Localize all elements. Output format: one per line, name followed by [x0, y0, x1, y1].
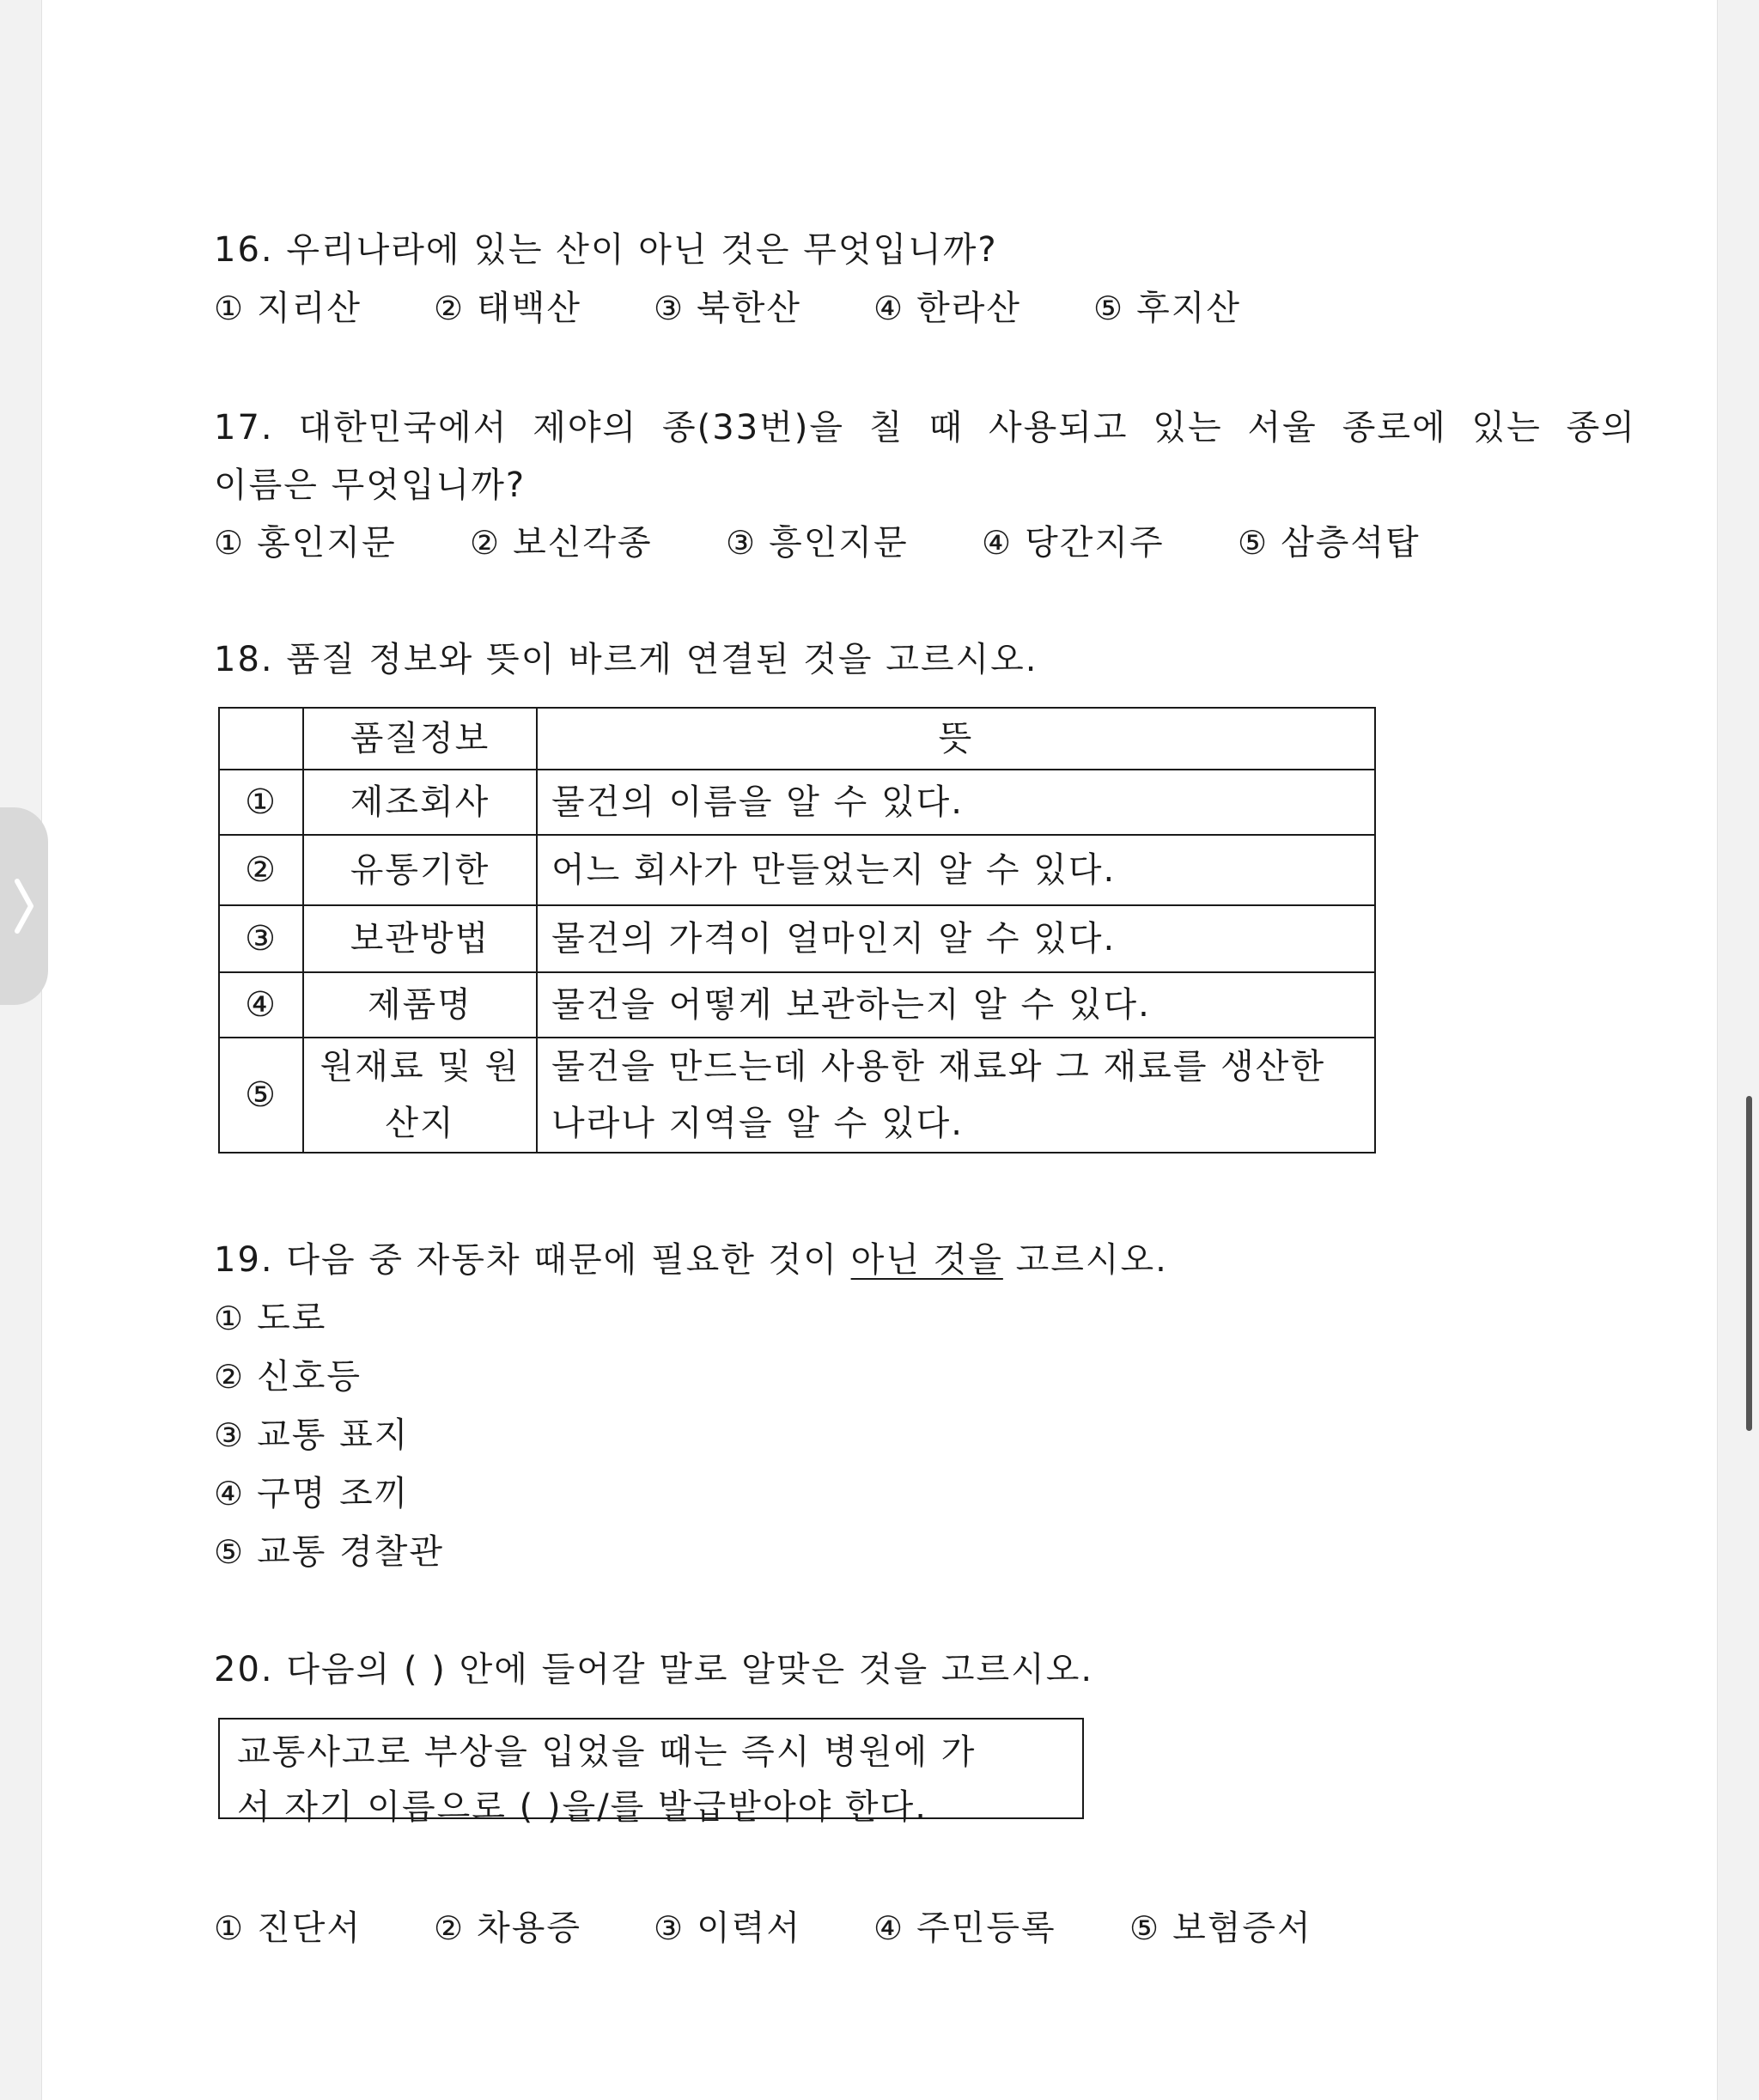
q17-option-3[interactable]: ③ 흥인지문 [726, 523, 909, 563]
row-info: 원재료 및 원산지 [303, 1038, 537, 1153]
table-header-blank [219, 708, 303, 770]
previous-page-tab[interactable] [0, 807, 48, 1005]
table-row[interactable] [219, 972, 1375, 1038]
q17-option-4[interactable]: ④ 당간지주 [982, 523, 1165, 563]
row-info: 제조회사 [303, 770, 537, 835]
table-header-info: 품질정보 [303, 708, 537, 770]
fill-in-box-line-1: 교통사고로 부상을 입었을 때는 즉시 병원에 가 [237, 1732, 977, 1772]
table-row[interactable] [219, 835, 1375, 905]
q16-option-1[interactable]: ① 지리산 [214, 289, 362, 328]
row-meaning: 어느 회사가 만들었는지 알 수 있다. [537, 835, 1375, 905]
q17-option-1[interactable]: ① 홍인지문 [214, 523, 397, 563]
q19-option-2[interactable]: ② 신호등 [214, 1357, 362, 1397]
row-number: ① [219, 770, 303, 835]
q20-option-4[interactable]: ④ 주민등록 [873, 1908, 1056, 1948]
row-meaning: 물건을 만드는데 사용한 재료와 그 재료를 생산한 나라나 지역을 알 수 있다. [537, 1038, 1375, 1153]
question-20-text: 20. 다음의 ( ) 안에 들어갈 말로 알맞은 것을 고르시오. [214, 1650, 1094, 1689]
q16-option-3[interactable]: ③ 북한산 [654, 289, 801, 328]
question-17-options [214, 523, 1421, 563]
question-19-text: 19. 다음 중 자동차 때문에 필요한 것이 아닌 것을 고르시오. [214, 1240, 1168, 1280]
question-17-line-1: 17. 대한민국에서 제야의 종(33번)을 칠 때 사용되고 있는 서울 종로에 있는 종의 [214, 408, 1636, 447]
q17-option-2[interactable]: ② 보신각종 [470, 523, 653, 563]
fill-in-box-line-2: 서 자기 이름으로 ( )을/를 발급받아야 한다. [237, 1787, 928, 1827]
q16-option-4[interactable]: ④ 한라산 [873, 289, 1021, 328]
question-20-options [214, 1908, 1312, 1948]
q20-option-5[interactable]: ⑤ 보험증서 [1129, 1908, 1312, 1948]
row-number: ⑤ [219, 1038, 303, 1153]
row-number: ③ [219, 905, 303, 972]
row-info: 보관방법 [303, 905, 537, 972]
q19-option-3[interactable]: ③ 교통 표지 [214, 1415, 410, 1455]
question-16-text: 16. 우리나라에 있는 산이 아닌 것은 무엇입니까? [214, 230, 998, 270]
q19-option-1[interactable]: ① 도로 [214, 1299, 327, 1338]
document-page [41, 0, 1718, 2100]
table-row[interactable] [219, 770, 1375, 835]
q17-option-5[interactable]: ⑤ 삼층석탑 [1238, 523, 1421, 563]
q16-option-2[interactable]: ② 태백산 [434, 289, 581, 328]
row-meaning: 물건의 이름을 알 수 있다. [537, 770, 1375, 835]
vertical-scrollbar[interactable] [1746, 1096, 1752, 1431]
row-meaning: 물건의 가격이 얼마인지 알 수 있다. [537, 905, 1375, 972]
table-row[interactable] [219, 905, 1375, 972]
table-header-meaning: 뜻 [537, 708, 1375, 770]
question-17-line-2: 이름은 무엇입니까? [214, 466, 526, 505]
q19-option-5[interactable]: ⑤ 교통 경찰관 [214, 1532, 444, 1572]
q20-option-3[interactable]: ③ 이력서 [654, 1908, 801, 1948]
row-info: 제품명 [303, 972, 537, 1038]
q19-option-4[interactable]: ④ 구명 조끼 [214, 1474, 410, 1513]
row-number: ② [219, 835, 303, 905]
table-row[interactable] [219, 1038, 1375, 1153]
row-number: ④ [219, 972, 303, 1038]
q20-option-1[interactable]: ① 진단서 [214, 1908, 362, 1948]
fill-in-box [218, 1718, 1084, 1827]
chevron-right-icon [14, 876, 34, 936]
q16-option-5[interactable]: ⑤ 후지산 [1093, 289, 1241, 328]
underlined-phrase: 아닌 것을 [850, 1240, 1003, 1280]
row-meaning: 물건을 어떻게 보관하는지 알 수 있다. [537, 972, 1375, 1038]
quality-info-table [218, 707, 1376, 1153]
table-header-row [219, 708, 1375, 770]
question-18-text: 18. 품질 정보와 뜻이 바르게 연결된 것을 고르시오. [214, 640, 1038, 679]
question-16-options [214, 291, 1241, 326]
q20-option-2[interactable]: ② 차용증 [434, 1908, 581, 1948]
row-info: 유통기한 [303, 835, 537, 905]
